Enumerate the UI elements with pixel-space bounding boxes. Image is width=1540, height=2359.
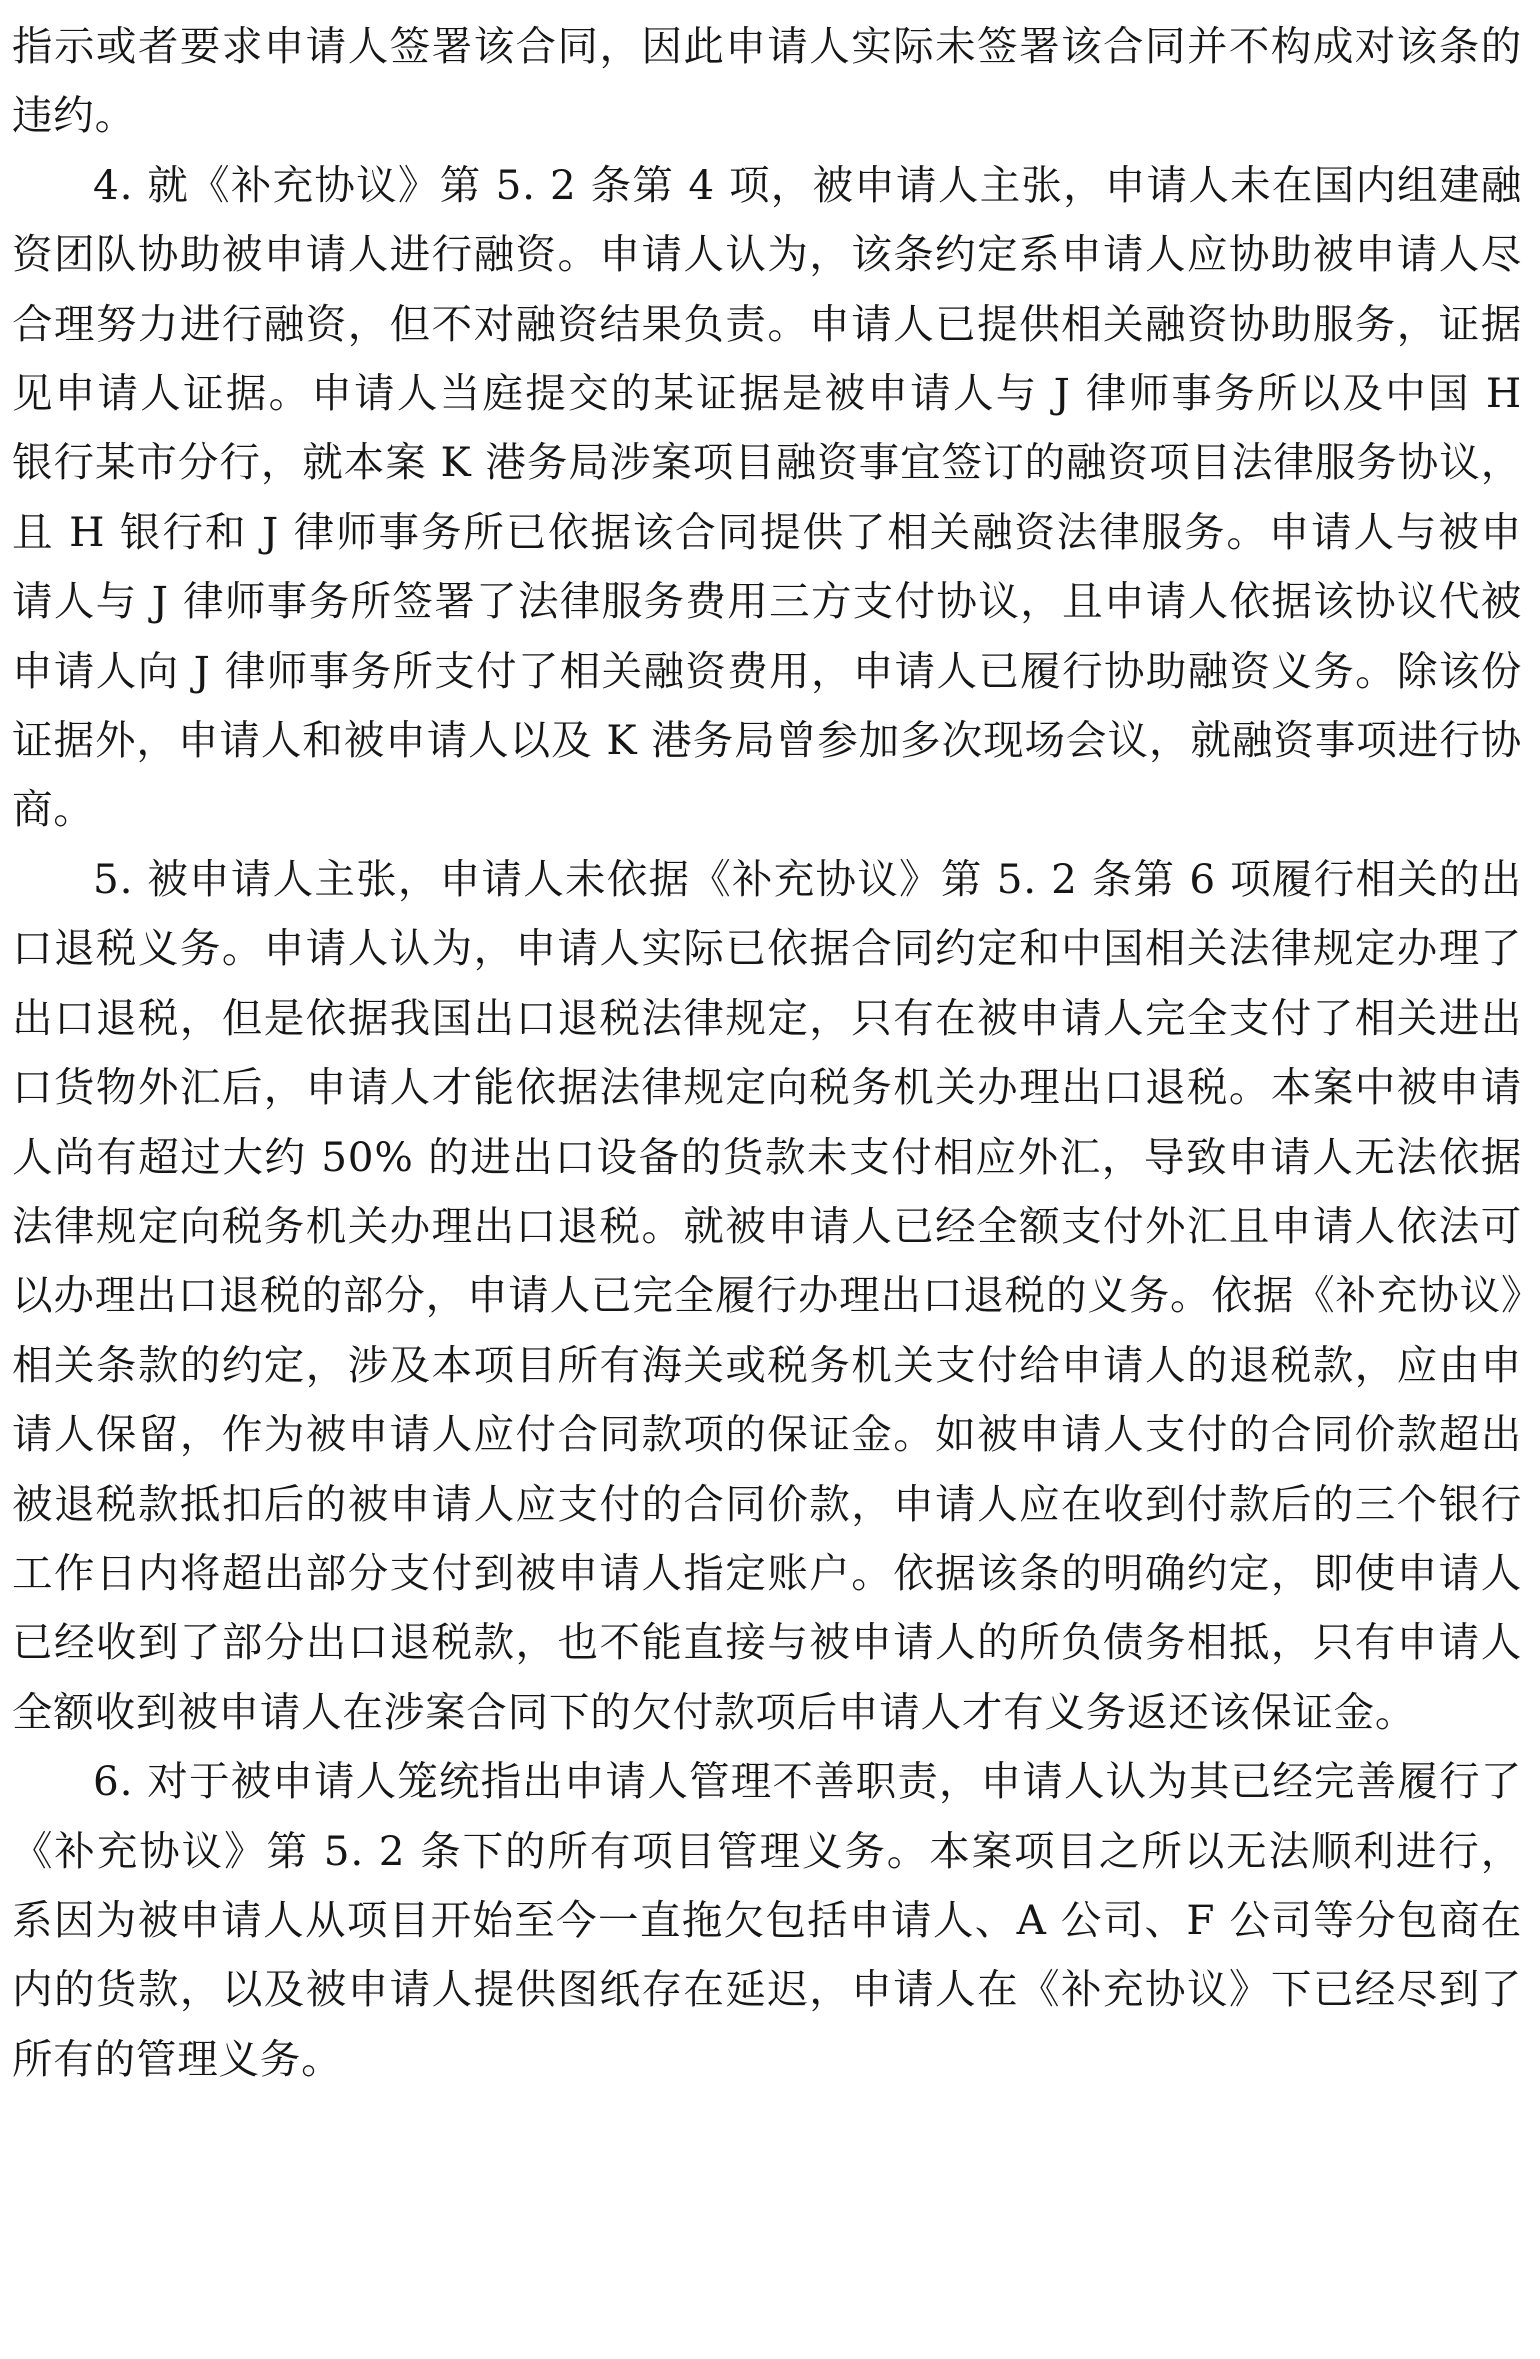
- paragraph-item-4: 4. 就《补充协议》第 5. 2 条第 4 项，被申请人主张，申请人未在国内组建融资团队协助被申请人进行融资。申请人认为，该条约定系申请人应协助被申请人尽合理努力进行融资，但不对融资结果负责。申请人已提供相关融资协助服务，证据见申请人证据。申请人当庭提交的某证据是被申请人与 J 律师事务所以及中国 H 银行某市分行，就本案 K 港务局涉案项目融资事宜签订的融资项目法律服务协议，且 H 银行和 J 律师事务所已依据该合同提供了相关融资法律服务。申请人与被申请人与 J 律师事务所签署了法律服务费用三方支付协议，且申请人依据该协议代被申请人向 J 律师事务所支付了相关融资费用，申请人已履行协助融资义务。除该份证据外，申请人和被申请人以及 K 港务局曾参加多次现场会议，就融资事项进行协商。: [12, 160, 1522, 834]
- paragraph-item-5: 5. 被申请人主张，申请人未依据《补充协议》第 5. 2 条第 6 项履行相关的出口退税义务。申请人认为，申请人实际已依据合同约定和中国相关法律规定办理了出口退税，但是依据我国出口退税法律规定，只有在被申请人完全支付了相关进出口货物外汇后，申请人才能依据法律规定向税务机关办理出口退税。本案中被申请人尚有超过大约 50% 的进出口设备的货款未支付相应外汇，导致申请人无法依据法律规定向税务机关办理出口退税。就被申请人已经全额支付外汇且申请人依法可以办理出口退税的部分，申请人已完全履行办理出口退税的义务。依据《补充协议》相关条款的约定，涉及本项目所有海关或税务机关支付给申请人的退税款，应由申请人保留，作为被申请人应付合同款项的保证金。如被申请人支付的合同价款超出被退税款抵扣后的被申请人应支付的合同价款，申请人应在收到付款后的三个银行工作日内将超出部分支付到被申请人指定账户。依据该条的明确约定，即使申请人已经收到了部分出口退税款，也不能直接与被申请人的所负债务相抵，只有申请人全额收到被申请人在涉案合同下的欠付款项后申请人才有义务返还该保证金。: [12, 854, 1522, 1736]
- paragraph-item-6: 6. 对于被申请人笼统指出申请人管理不善职责，申请人认为其已经完善履行了《补充协议》第 5. 2 条下的所有项目管理义务。本案项目之所以无法顺利进行，系因为被申请人从项目开始至今一直拖欠包括申请人、A 公司、F 公司等分包商在内的货款，以及被申请人提供图纸存在延迟，申请人在《补充协议》下已经尽到了所有的管理义务。: [12, 1757, 1522, 2083]
- document-body: [12, 12, 1522, 2094]
- paragraph-continuation: 指示或者要求申请人签署该合同，因此申请人实际未签署该合同并不构成对该条的违约。: [12, 22, 1522, 140]
